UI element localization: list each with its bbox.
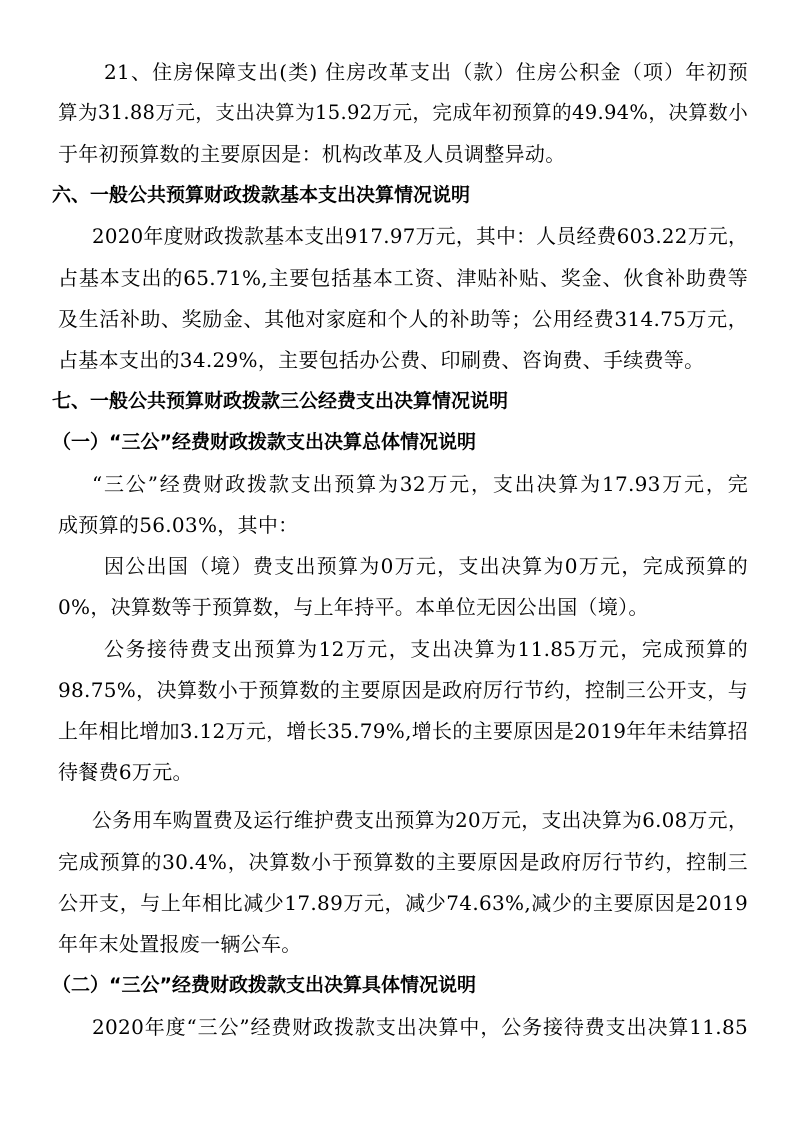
section-heading-three-public: 七、一般公共预算财政拨款三公经费支出决算情况说明 bbox=[52, 390, 509, 412]
subheading-overall: （一）“三公”经费财政拨款支出决算总体情况说明 bbox=[52, 431, 476, 453]
basic-expenditure-line-1: 2020年度财政拨款基本支出917.97万元，其中：人员经费603.22万元， bbox=[92, 225, 748, 248]
section-heading-basic-expenditure: 六、一般公共预算财政拨款基本支出决算情况说明 bbox=[52, 184, 471, 206]
basic-expenditure-line-3: 及生活补助、奖励金、其他对家庭和个人的补助等；公用经费314.75万元， bbox=[58, 307, 748, 331]
overall-line-1: “三公”经费财政拨款支出预算为32万元，支出决算为17.93万元，完 bbox=[92, 472, 748, 496]
basic-expenditure-line-2: 占基本支出的65.71%,主要包括基本工资、津贴补贴、奖金、伙食补助费等 bbox=[58, 266, 748, 290]
vehicles-line-3: 公开支，与上年相比减少17.89万元，减少74.63%,减少的主要原因是2019 bbox=[58, 891, 748, 915]
paragraph-21-line-3: 于年初预算数的主要原因是：机构改革及人员调整异动。 bbox=[58, 142, 566, 166]
reception-line-1: 公务接待费支出预算为12万元，支出决算为11.85万元，完成预算的 bbox=[104, 637, 748, 661]
abroad-line-1: 因公出国（境）费支出预算为0万元，支出决算为0万元，完成预算的 bbox=[104, 554, 748, 578]
abroad-line-2: 0%，决算数等于预算数，与上年持平。本单位无因公出国（境）。 bbox=[58, 595, 649, 619]
reception-line-3: 上年相比增加3.12万元，增长35.79%,增长的主要原因是2019年年未结算招 bbox=[58, 719, 749, 743]
vehicles-line-2: 完成预算的30.4%，决算数小于预算数的主要原因是政府厉行节约，控制三 bbox=[58, 850, 748, 874]
basic-expenditure-line-4: 占基本支出的34.29%，主要包括办公费、印刷费、咨询费、手续费等。 bbox=[58, 348, 705, 372]
specific-line-1: 2020年度“三公”经费财政拨款支出决算中，公务接待费支出决算11.85 bbox=[92, 1015, 748, 1039]
paragraph-21-line-2: 算为31.88万元，支出决算为15.92万元，完成年初预算的49.94%，决算数小 bbox=[58, 101, 748, 124]
reception-line-2: 98.75%，决算数小于预算数的主要原因是政府厉行节约，控制三公开支，与 bbox=[58, 678, 748, 702]
vehicles-line-4: 年年末处置报废一辆公车。 bbox=[58, 932, 302, 956]
paragraph-21-line-1: 21、住房保障支出(类) 住房改革支出（款）住房公积金（项）年初预 bbox=[104, 60, 748, 84]
reception-line-4: 待餐费6万元。 bbox=[58, 760, 193, 784]
vehicles-line-1: 公务用车购置费及运行维护费支出预算为20万元，支出决算为6.08万元， bbox=[92, 809, 748, 832]
overall-line-2: 成预算的56.03%，其中： bbox=[58, 513, 299, 537]
subheading-specific: （二）“三公”经费财政拨款支出决算具体情况说明 bbox=[52, 974, 476, 996]
